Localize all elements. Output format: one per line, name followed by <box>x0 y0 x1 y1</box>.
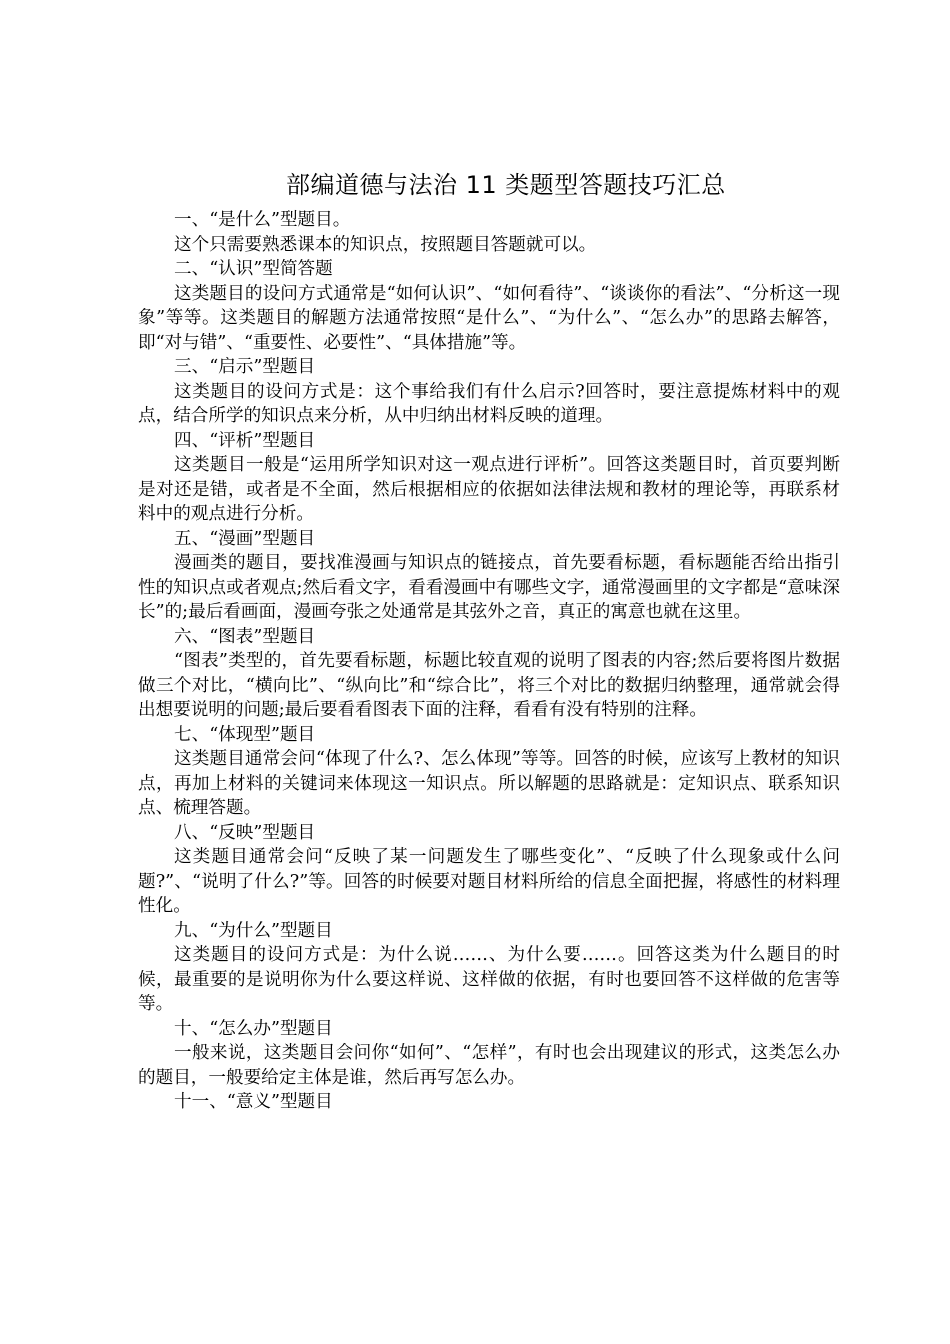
section-body: 漫画类的题目，要找准漫画与知识点的链接点，首先要看标题，看标题能否给出指引性的知识点或者观点;然后看文字，看看漫画中有哪些文字，通常漫画里的文字都是“意味深长”的;最后看画面，漫画夸张之处通常是其弦外之音，真正的寓意也就在这里。 <box>138 553 840 622</box>
section-heading: 三、“启示”型题目 <box>174 357 316 377</box>
section-body: 这类题目一般是“运用所学知识对这一观点进行评析”。回答这类题目时，首页要判断是对还是错，或者是不全面，然后根据相应的依据如法律法规和教材的理论等，再联系材料中的观点进行分析。 <box>138 455 840 524</box>
section-body: 这类题目通常会问“体现了什么?、怎么体现”等等。回答的时候，应该写上教材的知识点，再加上材料的关键词来体现这一知识点。所以解题的思路就是：定知识点、联系知识点、梳理答题。 <box>138 749 840 818</box>
section-body: 这类题目的设问方式是：为什么说……、为什么要……。回答这类为什么题目的时候，最重要的是说明你为什么要这样说、这样做的依据，有时也要回答不这样做的危害等等。 <box>138 945 840 1014</box>
section-7 <box>138 723 840 821</box>
section-heading: 十、“怎么办”型题目 <box>174 1018 333 1039</box>
section-4 <box>138 429 840 527</box>
section-2 <box>138 257 840 355</box>
section-heading: 二、“认识”型简答题 <box>174 259 333 279</box>
section-heading: 一、“是什么”型题目。 <box>174 210 351 230</box>
section-body: 这类题目的设问方式是：这个事给我们有什么启示?回答时，要注意提炼材料中的观点，结合所学的知识点来分析，从中归纳出材料反映的道理。 <box>138 381 840 426</box>
section-body: “图表”类型的，首先要看标题，标题比较直观的说明了图表的内容;然后要将图片数据做三个对比，“横向比”、“纵向比”和“综合比”，将三个对比的数据归纳整理，通常就会得出想要说明的问题;最后要看看图表下面的注释，看看有没有特别的注释。 <box>138 651 840 720</box>
section-heading: 七、“体现型”题目 <box>174 724 316 745</box>
document-title: 部编道德与法治 11 类题型答题技巧汇总 <box>286 171 726 199</box>
section-heading: 六、“图表”型题目 <box>174 626 316 647</box>
section-body: 一般来说，这类题目会问你“如何”、“怎样”，有时也会出现建议的形式，这类怎么办的题目，一般要给定主体是谁，然后再写怎么办。 <box>138 1043 840 1088</box>
section-1 <box>138 208 840 257</box>
section-body: 这类题目通常会问“反映了某一问题发生了哪些变化”、“反映了什么现象或什么问题?”、“说明了什么?”等。回答的时候要对题目材料所给的信息全面把握，将感性的材料理性化。 <box>138 847 840 916</box>
section-3 <box>138 355 840 429</box>
section-11 <box>138 1090 840 1115</box>
section-8 <box>138 821 840 919</box>
section-body: 这个只需要熟悉课本的知识点，按照题目答题就可以。 <box>174 234 597 255</box>
section-6 <box>138 625 840 723</box>
section-heading: 四、“评析”型题目 <box>174 430 316 451</box>
section-10 <box>138 1017 840 1091</box>
section-heading: 五、“漫画”型题目 <box>174 528 316 549</box>
section-heading: 九、“为什么”型题目 <box>174 920 333 941</box>
section-5 <box>138 527 840 625</box>
section-body: 这类题目的设问方式通常是“如何认识”、“如何看待”、“谈谈你的看法”、“分析这一现象”等等。这类题目的解题方法通常按照“是什么”、“为什么”、“怎么办”的思路去解答，即“对与错”、“重要性、必要性”、“具体措施”等。 <box>138 283 840 353</box>
section-heading: 十一、“意义”型题目 <box>174 1092 333 1112</box>
section-heading: 八、“反映”型题目 <box>174 822 316 843</box>
section-9 <box>138 919 840 1017</box>
